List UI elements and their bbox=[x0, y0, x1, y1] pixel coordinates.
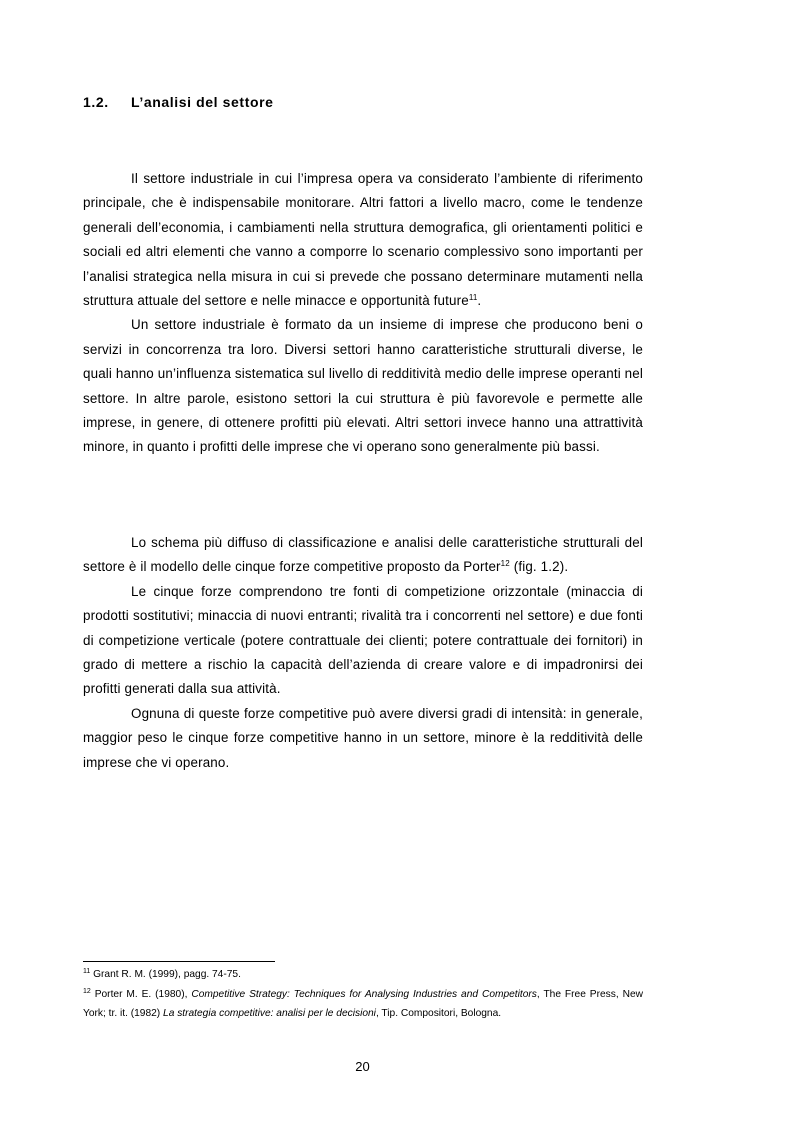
paragraph-2: Un settore industriale è formato da un insieme di imprese che producono beni o servizi in concorrenza tra loro. Diversi settori hanno caratteristiche strutturali diverse, le quali hanno un’influenza sistematica sul livello di redditività medio delle imprese operanti nel settore. In altre parole, esistono settori la cui struttura è più favorevole e permette alle imprese, in genere, di ottenere profitti più elevati. Altri settori invece hanno una attrattività minore, in quanto i profitti delle imprese che vi operano sono generalmente più bassi. bbox=[83, 317, 644, 455]
book-title-italian: La strategia competitive: analisi per le decisioni bbox=[163, 1008, 376, 1019]
paragraph-3: Lo schema più diffuso di classificazione e analisi delle caratteristiche strutturali del settore è il modello delle cinque forze competitive proposto da Porter$^{12}$ (fig. 1.2). bbox=[83, 535, 643, 575]
page-number: 20 bbox=[355, 1059, 370, 1074]
body-block-2 bbox=[83, 531, 643, 775]
footnote-ref-11[interactable]: 11 bbox=[468, 293, 478, 303]
paragraph-5: Ognuna di queste forze competitive può avere diversi gradi di intensità: in generale, maggior peso le cinque forze competitive hanno in un settore, minore è la redditività delle imprese che vi operano. bbox=[83, 705, 643, 770]
book-title: Competitive Strategy: Techniques for Analysing Industries and Competitors bbox=[191, 988, 537, 1000]
body-block-1 bbox=[83, 167, 643, 460]
paragraph-4: Le cinque forze comprendono tre fonti di competizione orizzontale (minaccia di prodotti sostitutivi; minaccia di nuovi entranti; rivalità tra i concorrenti nel settore) e due fonti di competizione verticale (potere contrattuale dei clienti; potere contrattuale dei fornitori) in grado di mettere a rischio la capacità dell’azienda di creare valore e di impadronirsi dei profitti generati dalla sua attività. bbox=[83, 583, 643, 697]
section-number: 1.2. bbox=[83, 94, 109, 110]
footnotes bbox=[83, 961, 643, 1024]
paragraph-1: Il settore industriale in cui l’impresa opera va considerato l’ambiente di riferimento principale, che è indispensabile monitorare. Altri fattori a livello macro, come le tendenze generali dell’economia, i cambiamenti nella struttura demografica, gli orientamenti politici e sociali ed altri elementi che vanno a comporre lo scenario complessivo sono importanti per l’analisi strategica nella misura in cui si prevede che possano determinare mutamenti nella struttura attuale del settore e nelle minacce e opportunità future$^{11}$. bbox=[83, 171, 643, 309]
section-heading bbox=[83, 94, 274, 110]
footnote-divider bbox=[83, 961, 275, 962]
footnote-12: $^{12}$ Porter M. E. (1980), Competitive Strategy: Techniques for Analysing Industries and Competitors, The Free Press, New York; tr. it. (1982) La strategia competitive: analisi per le decisioni, Tip. Compositori, Bologna. bbox=[83, 987, 643, 1019]
footnote-ref-12[interactable]: 12 bbox=[500, 559, 510, 569]
footnote-11: $^{11}$ Grant R. M. (1999), pagg. 74-75. bbox=[83, 968, 241, 980]
section-title: L’analisi del settore bbox=[131, 94, 274, 110]
